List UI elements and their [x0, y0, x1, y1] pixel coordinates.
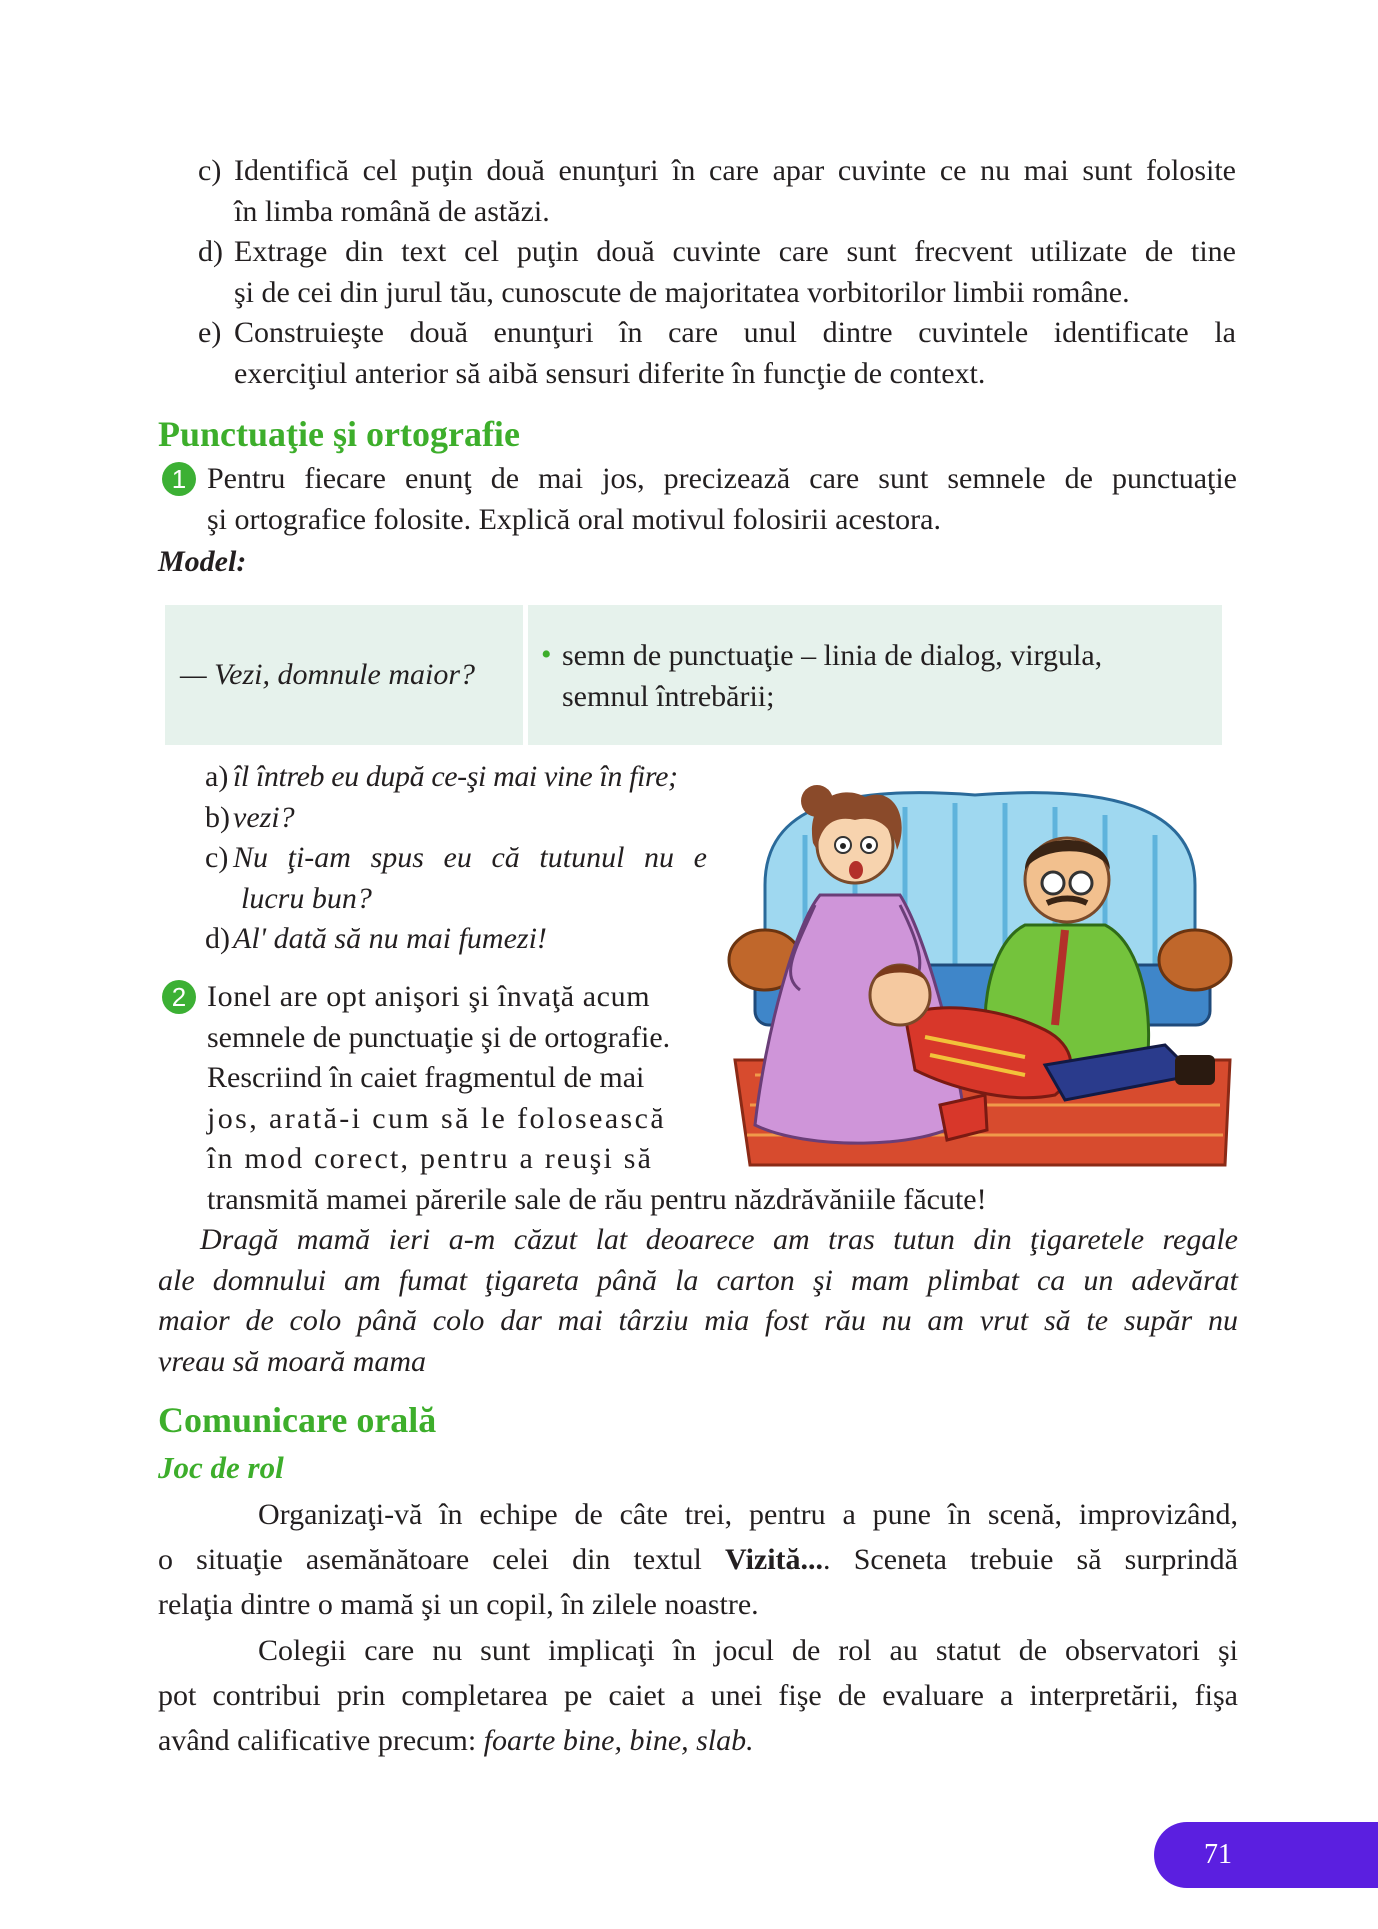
model-explanation-line2: semnul întrebării;	[562, 679, 775, 713]
item-b: b) vezi?	[205, 800, 295, 834]
exercise-number-2: 2	[162, 980, 196, 1014]
p2-line3: având calificative precum: foarte bine, bine, slab.	[158, 1724, 754, 1757]
item-c-line2: lucru bun?	[241, 881, 372, 915]
p1-line2: o situaţie asemănătoare celei din textul Vizită.... Sceneta trebuie să surprindă	[158, 1543, 1238, 1576]
item-d: d) Al' dată să nu mai fumezi!	[205, 922, 547, 955]
exercise-e-line2: exerciţiul anterior să aibă sensuri diferite în funcţie de context.	[234, 356, 986, 390]
exercise-2-line5: în mod corect, pentru a reuşi să	[207, 1142, 654, 1175]
exercise-1-text	[207, 459, 1237, 540]
section-title-punctuatie: Punctuaţie şi ortografie	[158, 414, 520, 454]
page-number-badge: 71	[1154, 1822, 1378, 1888]
bullet-icon: •	[541, 638, 552, 671]
letter-line4: vreau să moară mama	[158, 1344, 427, 1378]
exercise-c-line2: în limba română de astăzi.	[234, 194, 550, 228]
letter-line1: Dragă mamă ieri a-m căzut lat deoarece am tras tutun din ţigaretele regale	[200, 1223, 1238, 1256]
model-explanation	[562, 636, 1102, 717]
punctuation-items	[205, 757, 707, 960]
exercise-2-line2: semnele de punctuaţie şi de ortografie.	[207, 1020, 671, 1054]
exercise-number-1: 1	[162, 462, 196, 496]
item-a: a) îl întreb eu după ce-şi mai vine în fire;	[205, 760, 678, 793]
item-c-line1: c) Nu ţi-am spus eu că tutunul nu e	[205, 841, 707, 874]
family-scene-illustration	[725, 775, 1240, 1170]
model-table-right-cell	[528, 605, 1222, 745]
p1-line3: relaţia dintre o mamă şi un copil, în zilele noastre.	[158, 1588, 759, 1621]
exercise-2-line4: jos, arată-i cum să le folosească	[207, 1101, 667, 1135]
exercise-list-top	[198, 151, 1236, 394]
letter-line3: maior de colo până colo dar mai târziu mia fost rău nu am vrut să te supăr nu	[158, 1304, 1238, 1337]
p1-line1: Organizaţi-vă în echipe de câte trei, pentru a pune în scenă, improvizând,	[258, 1498, 1238, 1531]
exercise-c-line1: c) Identifică cel puţin două enunţuri în care apar cuvinte ce nu mai sunt folosite	[198, 154, 1236, 187]
roleplay-paragraph-2	[158, 1628, 1238, 1763]
roleplay-paragraph-1	[158, 1492, 1238, 1627]
model-explanation-line1: semn de punctuaţie – linia de dialog, virgula,	[562, 639, 1103, 672]
letter-fragment	[158, 1220, 1238, 1382]
model-label: Model:	[158, 545, 247, 578]
model-example-sentence: — Vezi, domnule maior?	[180, 658, 475, 691]
exercise-1-line2: şi ortografice folosite. Explică oral motivul folosirii acestora.	[207, 502, 941, 536]
exercise-e-line1: e) Construieşte două enunţuri în care unul dintre cuvintele identificate la	[198, 316, 1236, 349]
section-subtitle-joc: Joc de rol	[158, 1450, 284, 1485]
letter-line2: ale domnului am fumat ţigareta până la carton şi mam plimbat ca un adevărat	[158, 1263, 1238, 1297]
exercise-1-line1: Pentru fiecare enunţ de mai jos, precizează care sunt semnele de punctuaţie	[207, 462, 1237, 495]
exercise-2-text	[207, 977, 707, 1180]
section-title-comunicare: Comunicare orală	[158, 1400, 437, 1440]
exercise-2-last-line: transmită mamei părerile sale de rău pentru năzdrăvăniile făcute!	[207, 1183, 987, 1216]
exercise-2-line3: Rescriind în caiet fragmentul de mai	[207, 1061, 645, 1094]
p2-line2: pot contribui prin completarea pe caiet a unei fişe de evaluare a interpretării, fişa	[158, 1679, 1238, 1712]
exercise-d-line2: şi de cei din jurul tău, cunoscute de majoritatea vorbitorilor limbii române.	[234, 275, 1130, 309]
model-table-left-cell	[165, 605, 523, 745]
exercise-2-line1: Ionel are opt anişori şi învaţă acum	[207, 980, 651, 1013]
p2-line1: Colegii care nu sunt implicaţi în jocul de rol au statut de observatori şi	[258, 1634, 1238, 1667]
exercise-d-line1: d) Extrage din text cel puţin două cuvinte care sunt frecvent utilizate de tine	[198, 235, 1236, 268]
